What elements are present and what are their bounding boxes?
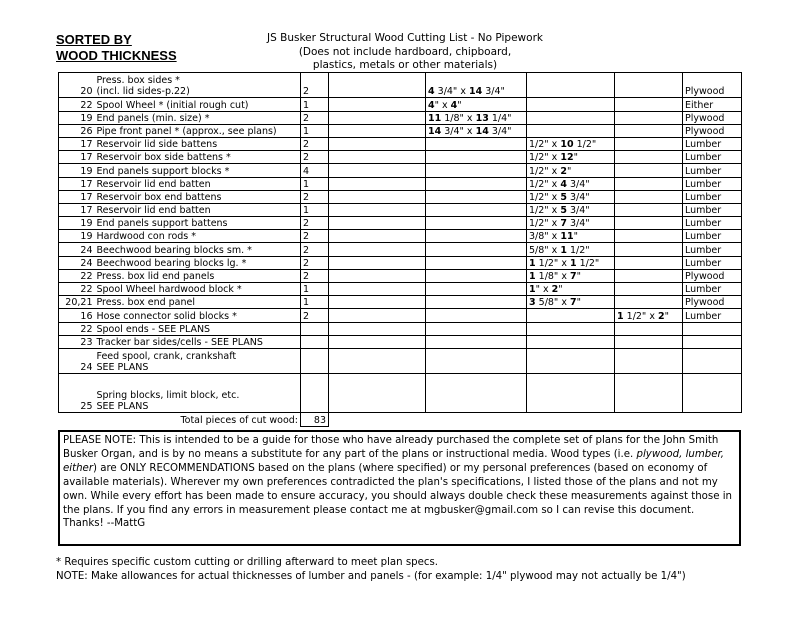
description-line: Reservoir box side battens * — [96, 152, 231, 164]
title-line1: JS Busker Structural Wood Cutting List - No Pipework — [267, 32, 543, 44]
description-line: Spool ends - SEE PLANS — [96, 323, 211, 335]
quantity-cell: 2 — [301, 309, 329, 322]
dimension-cell-half: 5/8" x 1 1/2" — [527, 243, 615, 256]
dimension-cell-half — [527, 335, 615, 348]
dimension-cell-half: 1" x 2" — [527, 283, 615, 296]
dimension-cell-thick — [615, 283, 683, 296]
page-number-cell: 24 — [59, 348, 95, 373]
page-number-cell: 17 — [59, 190, 95, 203]
wood-type-cell: Lumber — [683, 309, 742, 322]
dimension-cell-half: 1/2" x 12" — [527, 151, 615, 164]
dimension-cell-half — [527, 73, 615, 98]
dimension-cell-half — [527, 111, 615, 124]
description-line: Feed spool, crank, crankshaft — [96, 351, 237, 363]
wood-type-cell — [683, 374, 742, 413]
description-line: Press. box lid end panels — [96, 271, 215, 283]
description-cell — [95, 230, 301, 243]
description-line: Spring blocks, limit block, etc. — [96, 390, 240, 402]
dimension-cell-thick — [615, 256, 683, 269]
table-row — [59, 73, 742, 98]
quantity-cell — [301, 374, 329, 413]
description-line: Pipe front panel * (approx., see plans) — [96, 125, 277, 137]
description-line: End panels support battens — [96, 218, 228, 230]
dimension-cell-thick — [615, 335, 683, 348]
quantity-cell: 1 — [301, 177, 329, 190]
sort-heading-line2: WOOD THICKNESS — [56, 48, 177, 63]
description-line: End panels support blocks * — [96, 165, 230, 177]
wood-type-cell: Lumber — [683, 177, 742, 190]
description-line: (incl. lid sides-p.22) — [96, 86, 190, 98]
page-number-cell: 25 — [59, 374, 95, 413]
dimension-cell-half: 1 1/8" x 7" — [527, 269, 615, 282]
thickness-blank-cell — [329, 322, 426, 335]
dimension-cell-thin — [426, 348, 527, 373]
sort-heading — [56, 32, 177, 64]
table-row — [59, 296, 742, 309]
description-line: Reservoir box end battens — [96, 191, 222, 203]
dimension-cell-thin — [426, 256, 527, 269]
thickness-blank-cell — [329, 243, 426, 256]
total-blank — [615, 413, 683, 426]
description-cell — [95, 269, 301, 282]
page-number-cell: 22 — [59, 283, 95, 296]
table-row — [59, 111, 742, 124]
description-line: Reservoir lid side battens — [96, 139, 218, 151]
description-line: Tracker bar sides/cells - SEE PLANS — [96, 336, 263, 348]
page-number-cell: 20 — [59, 73, 95, 98]
page-number-cell: 17 — [59, 203, 95, 216]
thickness-blank-cell — [329, 164, 426, 177]
table-row — [59, 283, 742, 296]
table-row — [59, 348, 742, 373]
quantity-cell: 2 — [301, 269, 329, 282]
description-line: SEE PLANS — [96, 362, 149, 374]
description-cell — [95, 164, 301, 177]
table-row — [59, 137, 742, 150]
wood-type-cell: Lumber — [683, 217, 742, 230]
dimension-cell-half: 3 5/8" x 7" — [527, 296, 615, 309]
page-number-cell: 22 — [59, 269, 95, 282]
description-line: Spool Wheel hardwood block * — [96, 284, 242, 296]
dimension-cell-half: 1/2" x 7 3/4" — [527, 217, 615, 230]
thickness-blank-cell — [329, 177, 426, 190]
dimension-cell-thick — [615, 98, 683, 111]
dimension-cell-thick — [615, 269, 683, 282]
total-blank — [329, 413, 426, 426]
quantity-cell: 2 — [301, 151, 329, 164]
dimension-cell-thin: 11 1/8" x 13 1/4" — [426, 111, 527, 124]
page-number-cell: 26 — [59, 124, 95, 137]
dimension-cell-thin — [426, 283, 527, 296]
page-number-cell: 19 — [59, 230, 95, 243]
description-cell — [95, 296, 301, 309]
dimension-cell-half — [527, 322, 615, 335]
description-cell — [95, 348, 301, 373]
description-line: Spool Wheel * (initial rough cut) — [96, 99, 249, 111]
table-row — [59, 217, 742, 230]
page-number-cell: 22 — [59, 322, 95, 335]
dimension-cell-thin: 4" x 4" — [426, 98, 527, 111]
wood-type-cell: Plywood — [683, 296, 742, 309]
dimension-cell-half — [527, 124, 615, 137]
page-number-cell: 17 — [59, 177, 95, 190]
wood-type-cell: Lumber — [683, 203, 742, 216]
wood-type-cell: Lumber — [683, 243, 742, 256]
table-row — [59, 190, 742, 203]
quantity-cell: 1 — [301, 203, 329, 216]
description-line: SEE PLANS — [96, 401, 149, 413]
dimension-cell-thick — [615, 137, 683, 150]
description-cell — [95, 73, 301, 98]
wood-type-cell: Lumber — [683, 256, 742, 269]
note-text-a: PLEASE NOTE: This is intended to be a guide for those who have already purchased the complete set of plans for the John Smith Busker Organ, and is by no means a substitute for any part of the plans or instructional media. Wood types (i.e. — [63, 435, 719, 460]
thickness-blank-cell — [329, 335, 426, 348]
table-row — [59, 98, 742, 111]
thickness-blank-cell — [329, 137, 426, 150]
thickness-blank-cell — [329, 348, 426, 373]
quantity-cell: 1 — [301, 296, 329, 309]
dimension-cell-thin — [426, 335, 527, 348]
footer-line1: * Requires specific custom cutting or drilling afterward to meet plan specs. — [56, 557, 439, 568]
wood-type-cell: Plywood — [683, 111, 742, 124]
quantity-cell — [301, 322, 329, 335]
table-row — [59, 243, 742, 256]
dimension-cell-half: 1/2" x 2" — [527, 164, 615, 177]
table-row — [59, 230, 742, 243]
footer-notes — [56, 556, 686, 583]
page-number-cell: 22 — [59, 98, 95, 111]
wood-type-cell — [683, 335, 742, 348]
dimension-cell-thin — [426, 164, 527, 177]
thickness-blank-cell — [329, 256, 426, 269]
document-title — [245, 32, 565, 73]
table-row — [59, 164, 742, 177]
footer-line2: NOTE: Make allowances for actual thicknesses of lumber and panels - (for example: 1/4" plywood may not actually be 1/4") — [56, 570, 686, 582]
dimension-cell-thick — [615, 151, 683, 164]
dimension-cell-thin — [426, 374, 527, 413]
page-number-cell: 24 — [59, 256, 95, 269]
dimension-cell-half: 1 1/2" x 1 1/2" — [527, 256, 615, 269]
total-value: 83 — [301, 413, 329, 426]
note-text-b: ) are ONLY RECOMMENDATIONS based on the plans (where specified) or my personal preferences (based on economy of available materials). Wherever my own preferences contradicted the plan's specifications, I listed those of the plans and not my own. While every effort has been made to ensure accuracy, you should always double check these measurements against those in the plans. If you find any errors in measurement please contact me at mgbusker@gmail.com so I can revise this document. Thanks! --MattG — [63, 462, 733, 530]
wood-type-cell: Plywood — [683, 269, 742, 282]
description-line: Hose connector solid blocks * — [96, 310, 237, 322]
wood-type-cell: Plywood — [683, 124, 742, 137]
dimension-cell-thick — [615, 230, 683, 243]
thickness-blank-cell — [329, 190, 426, 203]
quantity-cell — [301, 348, 329, 373]
quantity-cell: 2 — [301, 243, 329, 256]
quantity-cell: 1 — [301, 124, 329, 137]
total-blank — [59, 413, 95, 426]
dimension-cell-thick — [615, 177, 683, 190]
dimension-cell-half — [527, 374, 615, 413]
page-number-cell: 19 — [59, 164, 95, 177]
description-cell — [95, 124, 301, 137]
dimension-cell-thick: 1 1/2" x 2" — [615, 309, 683, 322]
table-row — [59, 177, 742, 190]
table-row — [59, 335, 742, 348]
please-note-box — [58, 430, 741, 546]
dimension-cell-thin — [426, 217, 527, 230]
dimension-cell-thin — [426, 151, 527, 164]
description-line: Press. box sides * — [96, 75, 180, 87]
cutting-list-table — [58, 72, 742, 427]
description-cell — [95, 98, 301, 111]
total-blank — [527, 413, 615, 426]
wood-type-cell — [683, 348, 742, 373]
description-cell — [95, 151, 301, 164]
wood-type-cell: Lumber — [683, 137, 742, 150]
description-cell — [95, 256, 301, 269]
quantity-cell: 2 — [301, 137, 329, 150]
thickness-blank-cell — [329, 151, 426, 164]
thickness-blank-cell — [329, 309, 426, 322]
dimension-cell-thin: 14 3/4" x 14 3/4" — [426, 124, 527, 137]
dimension-cell-thick — [615, 243, 683, 256]
wood-type-cell: Either — [683, 98, 742, 111]
dimension-cell-thin — [426, 177, 527, 190]
description-cell — [95, 335, 301, 348]
dimension-cell-thin — [426, 203, 527, 216]
dimension-cell-thick — [615, 111, 683, 124]
dimension-cell-thick — [615, 374, 683, 413]
total-row — [59, 413, 742, 426]
wood-type-cell: Plywood — [683, 73, 742, 98]
table-row — [59, 203, 742, 216]
thickness-blank-cell — [329, 269, 426, 282]
description-cell — [95, 111, 301, 124]
description-cell — [95, 177, 301, 190]
description-cell — [95, 137, 301, 150]
quantity-cell: 1 — [301, 283, 329, 296]
dimension-cell-thick — [615, 322, 683, 335]
dimension-cell-thick — [615, 203, 683, 216]
dimension-cell-thin — [426, 137, 527, 150]
wood-type-cell: Lumber — [683, 164, 742, 177]
dimension-cell-thin — [426, 230, 527, 243]
description-line: Hardwood con rods * — [96, 231, 197, 243]
table-row — [59, 269, 742, 282]
thickness-blank-cell — [329, 124, 426, 137]
thickness-blank-cell — [329, 203, 426, 216]
description-line: End panels (min. size) * — [96, 112, 210, 124]
description-cell — [95, 322, 301, 335]
description-line: Reservoir lid end batten — [96, 205, 211, 217]
page-number-cell: 19 — [59, 111, 95, 124]
description-line: Beechwood bearing blocks lg. * — [96, 257, 247, 269]
dimension-cell-thin — [426, 322, 527, 335]
dimension-cell-thin: 4 3/4" x 14 3/4" — [426, 73, 527, 98]
table-row — [59, 309, 742, 322]
wood-type-cell: Lumber — [683, 190, 742, 203]
sort-heading-line1: SORTED BY — [56, 32, 132, 47]
description-cell — [95, 203, 301, 216]
dimension-cell-thin — [426, 296, 527, 309]
dimension-cell-half: 1/2" x 5 3/4" — [527, 203, 615, 216]
table-row — [59, 151, 742, 164]
thickness-blank-cell — [329, 111, 426, 124]
total-label: Total pieces of cut wood: — [95, 413, 301, 426]
dimension-cell-thick — [615, 73, 683, 98]
dimension-cell-thin — [426, 190, 527, 203]
quantity-cell: 2 — [301, 190, 329, 203]
thickness-blank-cell — [329, 283, 426, 296]
dimension-cell-thick — [615, 164, 683, 177]
dimension-cell-half: 1/2" x 4 3/4" — [527, 177, 615, 190]
title-line3: plastics, metals or other materials) — [312, 59, 498, 71]
thickness-blank-cell — [329, 98, 426, 111]
table-row — [59, 322, 742, 335]
wood-type-cell — [683, 322, 742, 335]
page-number-cell: 23 — [59, 335, 95, 348]
quantity-cell: 1 — [301, 98, 329, 111]
dimension-cell-half: 1/2" x 10 1/2" — [527, 137, 615, 150]
table-row — [59, 374, 742, 413]
description-cell — [95, 374, 301, 413]
dimension-cell-half: 3/8" x 11" — [527, 230, 615, 243]
quantity-cell: 2 — [301, 217, 329, 230]
wood-type-cell: Lumber — [683, 151, 742, 164]
description-line: Press. box end panel — [96, 297, 196, 309]
dimension-cell-thick — [615, 190, 683, 203]
page-number-cell: 19 — [59, 217, 95, 230]
thickness-blank-cell — [329, 374, 426, 413]
description-cell — [95, 309, 301, 322]
page-number-cell: 17 — [59, 151, 95, 164]
quantity-cell — [301, 335, 329, 348]
quantity-cell: 2 — [301, 111, 329, 124]
dimension-cell-thin — [426, 243, 527, 256]
total-blank — [426, 413, 527, 426]
dimension-cell-half — [527, 309, 615, 322]
dimension-cell-half: 1/2" x 5 3/4" — [527, 190, 615, 203]
note-text-italic: plywood, lumber, either — [63, 448, 725, 474]
page-number-cell: 20,21 — [59, 296, 95, 309]
thickness-blank-cell — [329, 73, 426, 98]
thickness-blank-cell — [329, 230, 426, 243]
description-cell — [95, 217, 301, 230]
dimension-cell-thin — [426, 269, 527, 282]
dimension-cell-thick — [615, 296, 683, 309]
page-number-cell: 24 — [59, 243, 95, 256]
dimension-cell-thin — [426, 309, 527, 322]
quantity-cell: 2 — [301, 256, 329, 269]
title-line2: (Does not include hardboard, chipboard, — [298, 45, 512, 58]
dimension-cell-thick — [615, 217, 683, 230]
description-cell — [95, 190, 301, 203]
table-row — [59, 124, 742, 137]
description-line: Reservoir lid end batten — [96, 178, 211, 190]
wood-type-cell: Lumber — [683, 230, 742, 243]
total-blank — [683, 413, 742, 426]
page-number-cell: 17 — [59, 137, 95, 150]
quantity-cell: 2 — [301, 230, 329, 243]
description-cell — [95, 283, 301, 296]
thickness-blank-cell — [329, 217, 426, 230]
thickness-blank-cell — [329, 296, 426, 309]
quantity-cell: 4 — [301, 164, 329, 177]
quantity-cell: 2 — [301, 73, 329, 98]
description-cell — [95, 243, 301, 256]
dimension-cell-half — [527, 98, 615, 111]
page-number-cell: 16 — [59, 309, 95, 322]
description-line: Beechwood bearing blocks sm. * — [96, 244, 252, 256]
dimension-cell-thick — [615, 124, 683, 137]
dimension-cell-thick — [615, 348, 683, 373]
cutting-list-body — [59, 73, 742, 427]
wood-type-cell: Lumber — [683, 283, 742, 296]
table-row — [59, 256, 742, 269]
dimension-cell-half — [527, 348, 615, 373]
